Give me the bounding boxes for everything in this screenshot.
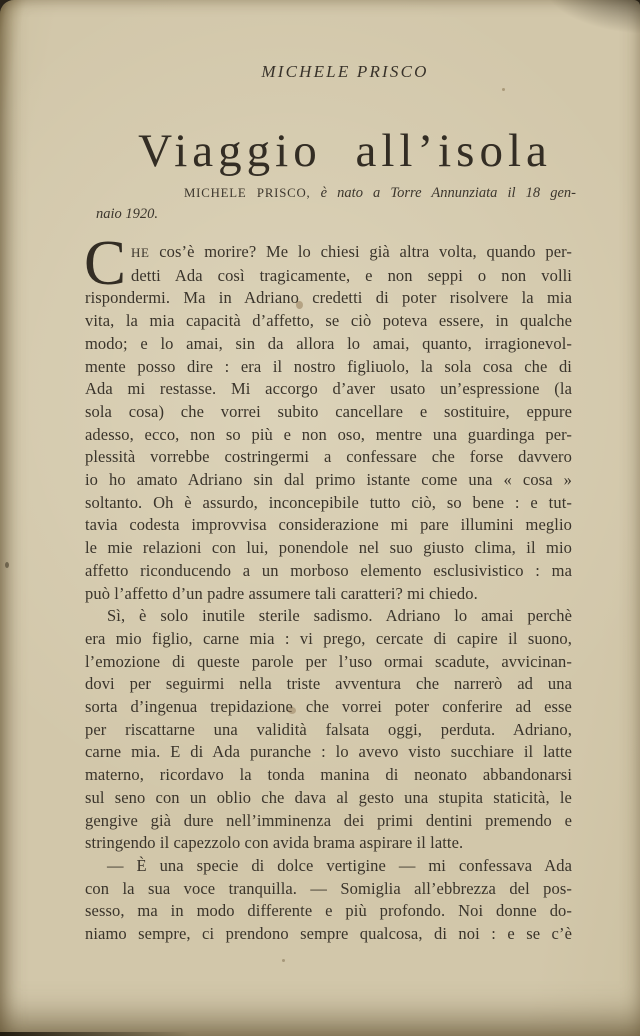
text-line: modo; e lo amai, sin da allora lo amai, quanto, irragionevol- — [85, 333, 572, 353]
author-name: MICHELE PRISCO, — [184, 186, 311, 200]
text-line: l’emozione di queste parole per l’uso ormai scadute, avvicinan- — [85, 651, 572, 671]
author-note — [96, 183, 576, 224]
text-line — [85, 241, 572, 265]
line-text: cos’è morire? Me lo chiesi già altra volta, quando per- — [149, 242, 572, 261]
text-line: Ada mi restasse. Mi accorgo d’aver usato un’espressione (la — [85, 379, 572, 399]
paper-stain — [282, 959, 285, 962]
paper-stain — [502, 88, 505, 91]
text-line: gengive già dure nell’imminenza dei primi dentini premendo e — [85, 810, 572, 830]
text-line: stringendo il capezzolo con avida brama aspirare il latte. — [85, 833, 464, 853]
text-line: niamo sempre, ci prendono sempre qualcosa, di noi : e se c’è — [85, 924, 572, 944]
text-line: affetto riconducendo a un morboso elemento esclusivistico : ma — [85, 560, 572, 580]
text-line: io ho amato Adriano sin dal primo istante come una « cosa » — [85, 470, 572, 490]
text-line: plessità vorrebbe costringermi a confessare che forse davvero — [85, 447, 572, 467]
text-line: materno, ricordavo la tonda manina di neonato abbandonarsi — [85, 765, 572, 785]
text-line: — È una specie di dolce vertigine — mi confessava Ada — [107, 855, 572, 875]
text-line: Sì, è solo inutile sterile sadismo. Adriano lo amai perchè — [107, 606, 572, 626]
page-bottom-edge — [0, 1032, 190, 1036]
text-line: soltanto. Oh è assurdo, inconcepibile tutto ciò, so bene : e tut- — [85, 492, 572, 512]
small-caps-text: HE — [131, 245, 150, 260]
drop-cap: C — [84, 228, 127, 298]
paper-stain — [5, 562, 9, 568]
text-line: vita, la mia capacità d’affetto, se ciò poteva essere, in qualche — [85, 311, 572, 331]
text-line: sesso, ma in modo differente e più profondo. Noi donne do- — [85, 901, 572, 921]
text-line: sola cosa) che vorrei subito cancellare e sostituire, eppure — [85, 401, 572, 421]
text-line: rispondermi. Ma in Adriano credetti di poter risolvere la mia — [85, 288, 572, 308]
author-note-line — [96, 183, 576, 204]
text-line: per riscattarne una validità falsata oggi, perduta. Adriano, — [85, 719, 572, 739]
text-line: adesso, ecco, non so più e non oso, mentre una guardinga per- — [85, 424, 572, 444]
text-line: con la sua voce tranquilla. — Somiglia all’ebbrezza del pos- — [85, 878, 572, 898]
text-line: carne mia. E di Ada puranche : lo avevo visto succhiare il latte — [85, 742, 572, 762]
text-line: può l’affetto d’un padre assumere tali caratteri? mi chiedo. — [85, 583, 478, 603]
page-corner-shadow — [490, 0, 640, 70]
text-line: dovi per seguirmi nella triste avventura che narrerò ad una — [85, 674, 572, 694]
text-line: tavia codesta improvvisa considerazione mi pare illumini meglio — [85, 515, 572, 535]
text-line: mente posso dire : era il nostro figliuolo, la sola cosa che di — [85, 356, 572, 376]
text-line: sul seno con un oblio che dava al gesto una stupita staticità, le — [85, 787, 572, 807]
author-note-text: è nato a Torre Annunziata il 18 gen- — [310, 185, 577, 201]
chapter-title: Viaggio all’isola — [138, 125, 552, 177]
text-line: detti Ada così tragicamente, e non seppi o non volli — [131, 265, 572, 285]
text-line: era mio figlio, carne mia : vi prego, cercate di capire il suono, — [85, 628, 572, 648]
text-line: le mie relazioni con lui, ponendole nel suo giusto clima, il mio — [85, 538, 572, 558]
author-note-line: naio 1920. — [96, 205, 159, 222]
text-line: sorta d’ingenua trepidazione che vorrei poter conferire ad esse — [85, 697, 572, 717]
running-head: MICHELE PRISCO — [261, 62, 429, 81]
body-text — [84, 228, 572, 946]
